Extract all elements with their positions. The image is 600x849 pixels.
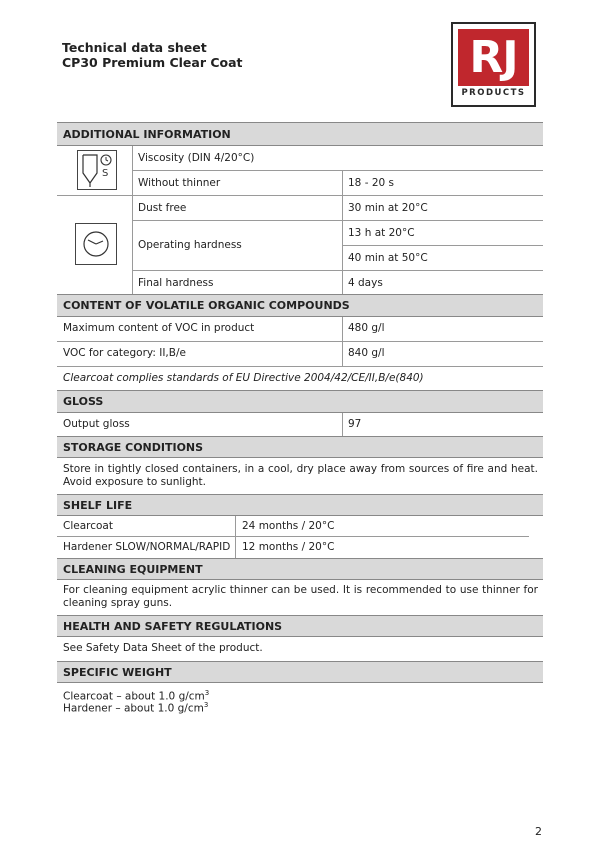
weight-hardener-text: Hardener – about 1.0 g/cm <box>63 702 204 715</box>
logo-subtitle: PRODUCTS <box>461 88 526 98</box>
storage-text: Store in tightly closed containers, in a cool, dry place away from sources of fire and heat. Avoid exposure to sunlight. <box>63 463 538 488</box>
cleaning-heading: CLEANING EQUIPMENT <box>57 558 543 580</box>
without-thinner-value: 18 - 20 s <box>348 177 394 189</box>
final-hardness-label: Final hardness <box>138 277 214 289</box>
logo-mark: RJ <box>458 29 529 86</box>
gloss-heading: GLOSS <box>57 390 543 413</box>
unit-superscript: 3 <box>203 701 209 709</box>
cleaning-text: For cleaning equipment acrylic thinner can be used. It is recommended to use thinner for cleaning spray guns. <box>63 584 538 609</box>
output-gloss-value: 97 <box>348 418 362 430</box>
shelf-hardener-value: 12 months / 20°C <box>242 541 335 553</box>
operating-hardness-value-1: 13 h at 20°C <box>348 227 415 239</box>
operating-hardness-value-2: 40 min at 50°C <box>348 252 428 264</box>
health-heading: HEALTH AND SAFETY REGULATIONS <box>57 615 543 637</box>
viscosity-cup-icon <box>77 150 117 190</box>
shelf-hardener-label: Hardener SLOW/NORMAL/RAPID <box>63 541 231 553</box>
health-text: See Safety Data Sheet of the product. <box>63 642 263 654</box>
product-name: CP30 Premium Clear Coat <box>62 55 243 70</box>
unit-superscript: 3 <box>204 689 210 697</box>
page-number: 2 <box>535 825 542 838</box>
voc-compliance-note: Clearcoat complies standards of EU Directive 2004/42/CE/II,B/e(840) <box>63 372 424 384</box>
dust-free-label: Dust free <box>138 202 187 214</box>
voc-category-label: VOC for category: II,B/e <box>63 347 186 359</box>
voc-max-value: 480 g/l <box>348 322 385 334</box>
shelf-clearcoat-value: 24 months / 20°C <box>242 520 335 532</box>
additional-info-heading: ADDITIONAL INFORMATION <box>57 122 543 146</box>
specific-weight-heading: SPECIFIC WEIGHT <box>57 661 543 683</box>
rj-products-logo <box>451 22 536 107</box>
svg-text:S: S <box>102 168 109 179</box>
viscosity-label: Viscosity (DIN 4/20°C) <box>138 152 255 164</box>
final-hardness-value: 4 days <box>348 277 383 289</box>
storage-heading: STORAGE CONDITIONS <box>57 436 543 458</box>
output-gloss-label: Output gloss <box>63 418 130 430</box>
voc-heading: CONTENT OF VOLATILE ORGANIC COMPOUNDS <box>57 294 543 317</box>
shelf-clearcoat-label: Clearcoat <box>63 520 113 532</box>
clock-icon <box>75 223 117 265</box>
operating-hardness-label: Operating hardness <box>138 239 242 251</box>
weight-hardener <box>63 701 208 715</box>
without-thinner-label: Without thinner <box>138 177 221 189</box>
shelf-life-heading: SHELF LIFE <box>57 494 543 516</box>
dust-free-value: 30 min at 20°C <box>348 202 428 214</box>
document-title: Technical data sheet <box>62 40 207 55</box>
weight-clearcoat-text: Clearcoat – about 1.0 g/cm <box>63 690 205 703</box>
voc-category-value: 840 g/l <box>348 347 385 359</box>
voc-max-label: Maximum content of VOC in product <box>63 322 255 334</box>
